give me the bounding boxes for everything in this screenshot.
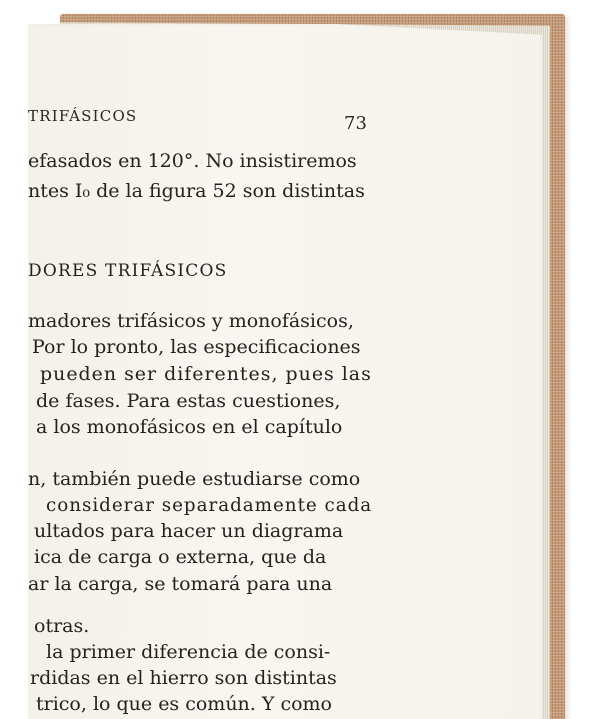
text-line: n, también puede estudiarse como (28, 468, 361, 490)
text-line: trico, lo que es común. Y como (36, 693, 332, 715)
text-line: ica de carga o externa, que da (34, 546, 327, 568)
text-line: efasados en 120°. No insistiremos (28, 150, 357, 172)
section-title: DORES TRIFÁSICOS (28, 261, 228, 281)
text-line: de fases. Para estas cuestiones, (36, 390, 341, 412)
text-line: pueden ser diferentes, pues las (40, 363, 372, 385)
text-line: a los monofásicos en el capítulo (36, 416, 343, 438)
text-line: Por lo pronto, las especificaciones (32, 336, 361, 358)
text-line: otras. (34, 615, 90, 637)
text-line: considerar separadamente cada (46, 494, 373, 516)
text-line: la primer diferencia de consi- (46, 641, 331, 663)
text-line: ntes I₀ de la figura 52 son distintas (28, 180, 365, 202)
text-line: ar la carga, se tomará para una (28, 573, 333, 595)
text-line: madores trifásicos y monofásicos, (28, 310, 354, 332)
running-header: TRIFÁSICOS (28, 107, 138, 125)
text-line: rdidas en el hierro son distintas (30, 667, 337, 689)
page-number: 73 (344, 113, 367, 134)
text-line: ultados para hacer un diagrama (34, 520, 344, 542)
